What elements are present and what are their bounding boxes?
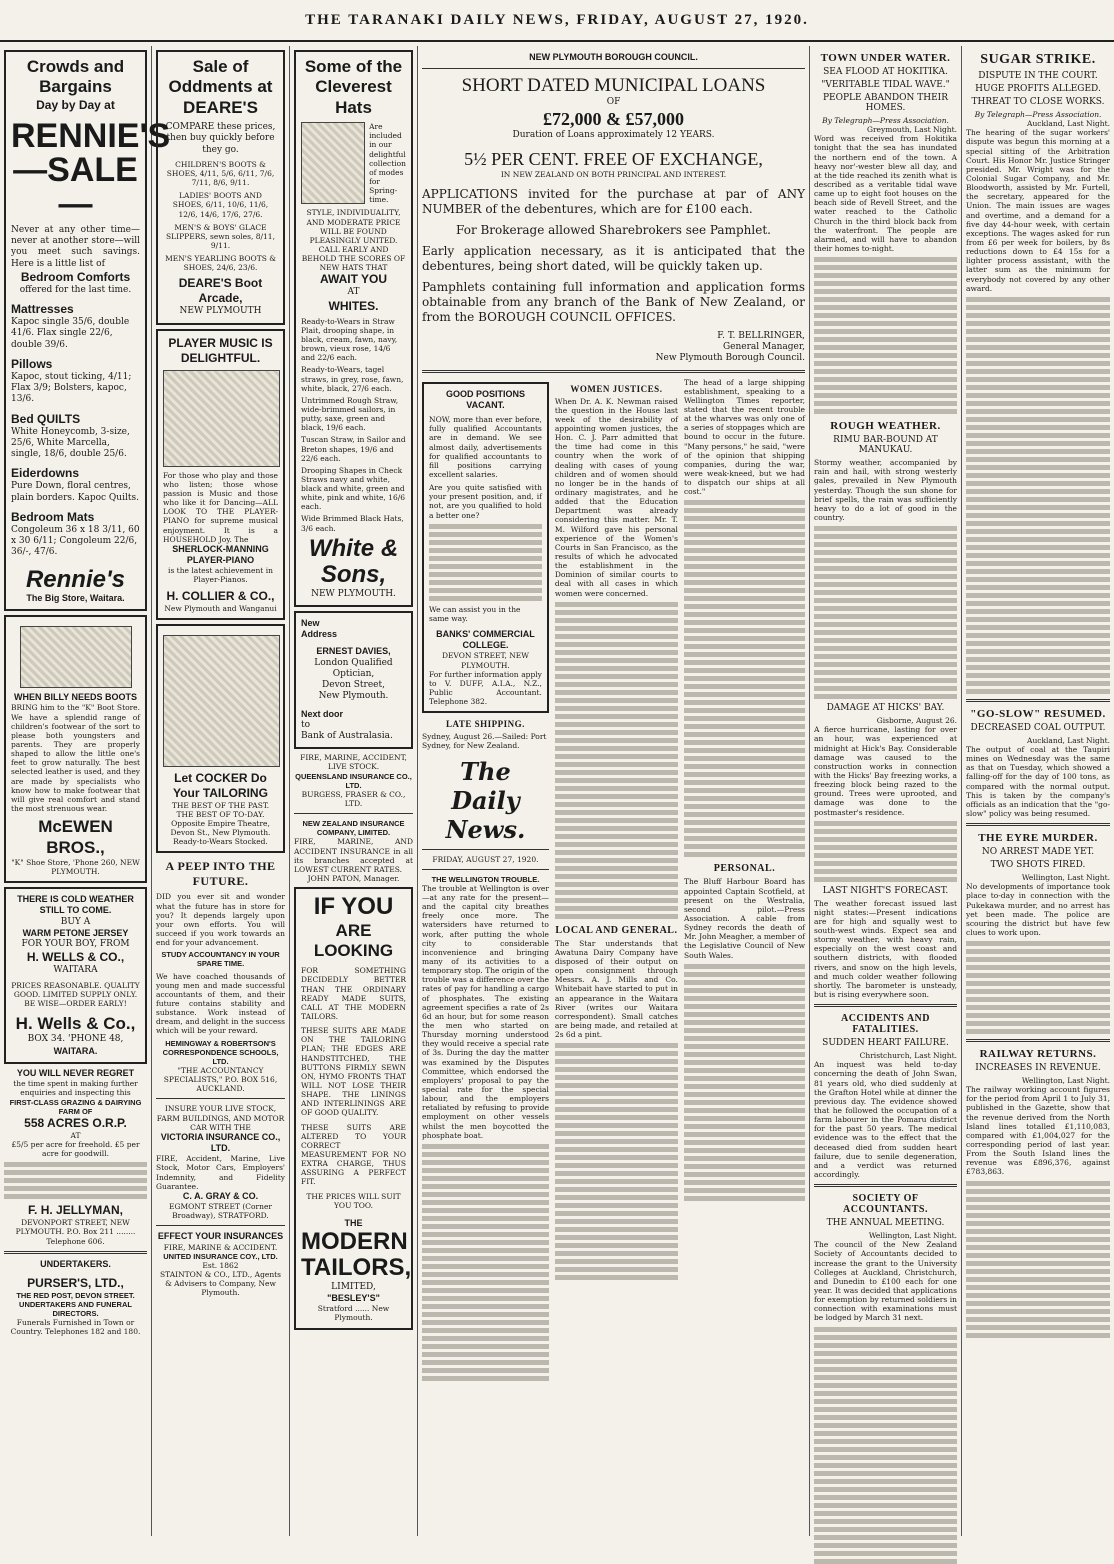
rennies-sale: —SALE— bbox=[13, 150, 138, 223]
wells-prices: PRICES REASONABLE. QUALITY GOOD. LIMITED SUPPLY ONLY. BE WISE—ORDER EARLY! bbox=[11, 980, 140, 1008]
loans-duration: Duration of Loans approximately 12 YEARS. bbox=[512, 129, 715, 140]
hr-addr: "THE ACCOUNTANCY SPECIALISTS," P.O. BOX 516, AUCKLAND. bbox=[163, 1066, 278, 1094]
soc-sub: THE ANNUAL MEETING. bbox=[826, 1218, 945, 1229]
rw-body: Stormy weather, accompanied by rain and hail, with strong westerly gales, prevailed in New Plymouth yesterday. Though the sun shone for brief spells, the rain was sufficiently heavy to do a lot of good in the country. bbox=[814, 458, 957, 522]
col4-mid bbox=[555, 378, 678, 1385]
text-filler bbox=[4, 1162, 147, 1199]
wells-town: WAITARA bbox=[53, 965, 98, 976]
rw-sub: RIMU BAR-BOUND AT MANUKAU. bbox=[833, 435, 938, 456]
strike-sub: DISPUTE IN THE COURT. bbox=[978, 71, 1098, 81]
tailors-ad bbox=[294, 887, 413, 1330]
united-est: Est. 1862 bbox=[202, 1260, 239, 1270]
rw-title: ROUGH WEATHER. bbox=[830, 420, 941, 433]
tailors-addr: Stratford ...... New Plymouth. bbox=[317, 1304, 390, 1323]
text-filler bbox=[966, 1181, 1110, 1338]
deare-item: MEN'S & BOYS' GLACE SLIPPERS, sewn soles, 8/11, 9/11. bbox=[166, 222, 275, 251]
cocker-body: THE BEST OF THE PAST. THE BEST OF TO-DAY. bbox=[171, 800, 270, 819]
collier-body: For those who play and those who listen; those whose passion is Music and those who like it for Dancing—ALL LOOK TO THE PLAYER-PIANO for supreme musical enjoyment. It is a HOUSEHOLD Joy. The bbox=[163, 470, 278, 544]
item-text: Pure Down, floral centres, plain borders. Kapoc Quilts. bbox=[11, 481, 139, 503]
divider bbox=[156, 1225, 285, 1226]
farm-body: the time spent in making further enquiries and inspecting this bbox=[13, 1079, 138, 1098]
goodpos-q: Are you quite satisfied with your present position, and, if not, are you qualified to hold a better one? bbox=[429, 483, 542, 520]
white-item: Tuscan Straw, in Sailor and Breton shapes, 19/6 and 22/6 each. bbox=[301, 435, 406, 463]
hat-illustration bbox=[301, 122, 365, 204]
pursers-name: PURSER'S, LTD., bbox=[27, 1275, 124, 1290]
wells-big: H. Wells & Co., bbox=[15, 1014, 136, 1034]
collier-name: H. COLLIER & CO., bbox=[166, 588, 275, 603]
column-6 bbox=[962, 46, 1114, 1536]
collier-ad bbox=[156, 329, 285, 620]
jellyman-name: F. H. JELLYMAN, bbox=[28, 1203, 123, 1218]
council-heading: NEW PLYMOUTH BOROUGH COUNCIL. bbox=[529, 52, 698, 62]
goodpos-title: GOOD POSITIONS VACANT. bbox=[445, 388, 525, 410]
hr-name: HEMINGWAY & ROBERTSON'S CORRESPONDENCE SCHOOLS, LTD. bbox=[162, 1038, 279, 1066]
text-filler bbox=[814, 526, 957, 699]
rail-sub: INCREASES IN REVENUE. bbox=[975, 1063, 1101, 1074]
undertakers-heading: UNDERTAKERS. bbox=[40, 1258, 111, 1269]
mcewen-addr: "K" Shoe Store, 'Phone 260, NEW PLYMOUTH. bbox=[11, 857, 140, 877]
wells-box: BOX 34. 'PHONE 48, bbox=[27, 1034, 124, 1045]
vic-lead: INSURE YOUR LIVE STOCK, FARM BUILDINGS, AND MOTOR CAR WITH THE bbox=[156, 1104, 285, 1132]
mcewen-lead: WHEN BILLY NEEDS BOOTS bbox=[13, 692, 138, 703]
editorial-body: The trouble at Wellington is over—at any rate for the present—and the capital city breathes freely once more. The watersiders have returned to work, after putting the whole city to considerable inconvenience and bringing many of its activities to a temporary stop. The origin of the trouble was a difference over the rates of pay for handling a cargo of phosphates. The existing agreement specifies a rate of 2s 6d an hour, but for some reason the men who started on Thursday morning understood they would receive a special rate of 3s. During the day the matter was examined by the Disputes Committee, which endorsed the employers' proposal to pay the special rate for the special labour, and the employers retaliated by refusing to provide employment on other vessels whilst the men boycotted the phosphate boat. bbox=[422, 883, 549, 1140]
farm-at: AT bbox=[70, 1130, 81, 1140]
hats-at: AT bbox=[347, 287, 360, 298]
tuw-sub2: "VERITABLE TIDAL WAVE." bbox=[821, 80, 950, 90]
deare-item: LADIES' BOOTS AND SHOES, 6/11, 10/6, 11/6, 12/6, 14/6, 17/6, 27/6. bbox=[172, 191, 269, 219]
women-body: When Dr. A. K. Newman raised the question in the House last week of the desirability of appointing women justices, the Hon. C. J. Parr admitted that the time had come in this country when the work of dealing with cases of young children and of women should no longer be in the hands of ordinary magistrates, and he added that the Education Department was already considering this matter. Mr. T. M. Wilford gave his personal experience of the Women's Courts in San Francisco, as the results of which he advocated the establishment in the Dominion of similar courts to deal with all cases in which women were concerned. bbox=[554, 396, 678, 598]
goslow-title: "GO-SLOW" RESUMED. bbox=[970, 707, 1106, 720]
item-text: Kapoc, stout ticking, 4/11; Flax 3/9; Bolsters, kapoc, 13/6. bbox=[11, 371, 132, 405]
loans-of: OF bbox=[606, 97, 621, 108]
davies-title: London Qualified Optician, bbox=[314, 657, 393, 679]
soc-title: SOCIETY OF ACCOUNTANTS. bbox=[843, 1193, 928, 1216]
piano-illustration bbox=[163, 370, 280, 467]
deare-item: MEN'S YEARLING BOOTS & SHOES, 24/6, 23/6. bbox=[165, 254, 276, 273]
collier-top: PLAYER MUSIC IS DELIGHTFUL. bbox=[168, 335, 273, 365]
jellyman-addr: DEVONPORT STREET, NEW PLYMOUTH. P.O. Box 211 ........ Telephone 606. bbox=[15, 1218, 136, 1246]
tailors-if: IF YOU bbox=[313, 893, 394, 921]
hats-body: STYLE, INDIVIDUALITY, AND MODERATE PRICE WILL BE FOUND PLEASINGLY UNITED. CALL EARLY AND BEHOLD THE SCORES OF NEW HATS THAT bbox=[301, 208, 406, 273]
united-agent: STAINTON & CO., LTD., Agents & Advisers to Company, New Plymouth. bbox=[159, 1270, 282, 1298]
tailors-body3: THESE SUITS ARE ALTERED TO YOUR CORRECT MEASUREMENT FOR NO EXTRA CHARGE, THUS ASSURING A PERFECT FIT. bbox=[301, 1122, 406, 1187]
masthead bbox=[0, 0, 1114, 42]
loans-title: SHORT DATED MUNICIPAL LOANS bbox=[461, 75, 766, 97]
eyre-title: THE EYRE MURDER. bbox=[978, 832, 1098, 845]
hats-top: Some of the Cleverest Hats bbox=[304, 57, 403, 117]
tuw-body: Word was received from Hokitika tonight that the sea has inundated the northern end of the town. A heavy nor'-wester blew all day, and at the tide reached its zenith what is described as a veritable tidal wave came up to eight foot houses on the beach side of Revell Street, and the water reached to the Catholic Church in the third block back from the waterfront. The people are alarmed, and will have to abandon their homes to-night. bbox=[814, 134, 957, 253]
hats-ad bbox=[294, 50, 413, 607]
rennies-footer: Rennie's bbox=[25, 565, 126, 593]
wells-ad bbox=[4, 887, 147, 1064]
collier-piano: SHERLOCK-MANNING PLAYER-PIANO bbox=[172, 543, 269, 566]
davies-to: to bbox=[301, 719, 311, 730]
wells-buy: BUY A bbox=[60, 916, 91, 927]
divider bbox=[814, 1184, 957, 1187]
collier-body2: is the latest achievement in Player-Pianos. bbox=[168, 566, 273, 585]
hicks-body: A fierce hurricane, lasting for over an hour, was experienced at midnight at Hick's Bay. Considerable damage was caused to the construction works in connection with the Hicks' Bay freezing works, a freezing block being razed to the ground. Trees were uprooted, and damage was done to the postmaster's residence. bbox=[814, 725, 957, 817]
cocker-ad bbox=[156, 624, 285, 854]
personal-title: PERSONAL. bbox=[713, 863, 776, 875]
column-1 bbox=[0, 46, 171, 1536]
mcewen-name: McEWEN BROS., bbox=[38, 817, 113, 857]
rennies-top2: Day by Day at bbox=[36, 97, 115, 112]
mcewen-body: BRING him to the "K" Boot Store. We have a splendid range of children's footwear of the sort to please both youngsters and parents. They are properly shaped to allow the little one's feet to grow naturally. The best selected leather is used, and they are made by specialists who know how to make footwear that will give real comfort and stand the most strenuous wear. bbox=[11, 703, 140, 813]
wells-jersey: WARM PETONE JERSEY bbox=[22, 927, 129, 938]
loans-sign: F. T. BELLRINGER, bbox=[717, 330, 805, 341]
rennies-offered: offered for the last time. bbox=[19, 284, 132, 295]
divider bbox=[156, 1098, 285, 1099]
wells-waitara: WAITARA. bbox=[53, 1045, 98, 1056]
deare-ad bbox=[156, 50, 285, 325]
nzi-name: NEW ZEALAND INSURANCE COMPANY, LIMITED. bbox=[302, 819, 405, 838]
rennies-top: Crowds and Bargains bbox=[26, 57, 125, 97]
vic-name: VICTORIA INSURANCE CO., LTD. bbox=[160, 1131, 281, 1154]
tailors-the: THE bbox=[344, 1217, 363, 1228]
loans-rate: 5½ PER CENT. FREE OF EXCHANGE, bbox=[464, 148, 763, 169]
farm-lead: YOU WILL NEVER REGRET bbox=[16, 1067, 135, 1078]
soc-dateline: Wellington, Last Night. bbox=[868, 1231, 957, 1241]
cocker-addr: Opposite Empire Theatre, Devon St., New Plymouth. bbox=[170, 819, 271, 838]
loans-body3: Early application necessary, as it is anticipated that the debentures, being short dated, will be quickly taken up. bbox=[422, 243, 805, 273]
text-filler bbox=[684, 500, 805, 857]
text-filler bbox=[422, 1144, 549, 1381]
whites-name: WHITES. bbox=[328, 298, 379, 313]
text-filler bbox=[429, 524, 542, 601]
tailors-prices: THE PRICES WILL SUIT YOU TOO. bbox=[306, 1191, 401, 1210]
nzi-body: FIRE, MARINE, AND ACCIDENT INSURANCE in all its branches accepted at LOWEST CURRENT RATES. bbox=[294, 837, 413, 874]
tailor-illustration bbox=[163, 635, 280, 767]
deare-lead: COMPARE these prices, then buy quickly before they go. bbox=[165, 122, 276, 155]
banks-addr: DEVON STREET, NEW PLYMOUTH. bbox=[441, 651, 529, 670]
divider bbox=[966, 1039, 1110, 1042]
strike-sub3: THREAT TO CLOSE WORKS. bbox=[971, 97, 1105, 107]
item-heading: Mattresses bbox=[11, 302, 74, 317]
davies-town: New Plymouth. bbox=[318, 691, 389, 702]
rail-title: RAILWAY RETURNS. bbox=[979, 1048, 1097, 1061]
paper-date: FRIDAY, AUGUST 27, 1920. bbox=[432, 854, 539, 864]
vic-agent: C. A. GRAY & CO. bbox=[182, 1190, 259, 1201]
deare-name: DEARE'S Boot Arcade, bbox=[178, 276, 263, 306]
divider bbox=[422, 68, 805, 69]
rennies-bedroom: Bedroom Comforts bbox=[20, 269, 131, 284]
masthead-title: THE TARANAKI DAILY NEWS, FRIDAY, AUGUST 27, 1920. bbox=[305, 11, 809, 28]
goslow-body: The output of coal at the Taupiri mines on Wednesday was the same as that on Tuesday, which showed a falling-off for the day of 100 tons, as compared with the normal output. This is taken by the company's officials as an indication that the "go-slow" policy was being resumed. bbox=[966, 744, 1110, 818]
pursers-addr: THE RED POST, DEVON STREET. bbox=[16, 1290, 135, 1300]
divider bbox=[422, 849, 549, 850]
wells-lead: THERE IS COLD WEATHER STILL TO COME. bbox=[17, 894, 134, 916]
item-heading: Bed QUILTS bbox=[11, 411, 81, 426]
text-filler bbox=[684, 964, 805, 1201]
white-sons: White & Sons, bbox=[308, 534, 399, 589]
fc-title: LAST NIGHT'S FORECAST. bbox=[822, 885, 949, 896]
shipping-body: Sydney, August 26.—Sailed: Port Sydney, for New Zealand. bbox=[422, 732, 547, 751]
editorial-title: THE WELLINGTON TROUBLE. bbox=[431, 874, 540, 884]
acc-title: ACCIDENTS AND FATALITIES. bbox=[840, 1013, 930, 1036]
item-heading: Eiderdowns bbox=[11, 466, 80, 481]
divider bbox=[422, 869, 549, 870]
mcewen-ad bbox=[4, 615, 147, 883]
acc-sub: SUDDEN HEART FAILURE. bbox=[822, 1038, 949, 1049]
white-item: Ready-to-Wears in Straw Plait, drooping shape, in black, cream, fawn, navy, brown, vieux rose, 14/6 and 22/6 each. bbox=[301, 316, 398, 363]
tailors-looking: ARE LOOKING bbox=[313, 920, 394, 960]
eyre-body: No developments of importance took place to-day in connection with the Pukekawa murder, and no arrest has yet been made. The police are scouring the district but have few clues to work upon. bbox=[966, 882, 1110, 937]
eyre-dateline: Wellington, Last Night. bbox=[1021, 873, 1110, 883]
strike-body: The hearing of the sugar workers' dispute was begun this morning at a special sitting of the Arbitration Court. His Honor Mr. Justice Stringer presided. Mr. Wright was for the Colonial Sugar Company, and Mr. Bloodworth, assisted by Mr. Furtell, the secretary, appeared for the Union. The main issues are wages and overtime, and a demand for a five day 44-hour week, with certain exceptions. The wages asked for run from £6 per week for boilers, by 8s reductions down to £4 15s for a lighter process assistant, with the latter sum as the minimum for everybody not covered by any other award. bbox=[966, 128, 1110, 293]
farm-price: £5/5 per acre for freehold. £5 per acre for goodwill. bbox=[11, 1139, 140, 1159]
tailors-besley: "BESLEY'S" bbox=[327, 1293, 380, 1304]
acc-body: An inquest was held to-day concerning the death of John Swan, 81 years old, who died suddenly at the Grafton Hotel while at dinner the previous day. The evidence showed that he followed the occupation of a farm labourer in the Pomaru district for the past 50 years. The medical evidence was to the effect that the deceased died from sudden heart failure, due to senile degeneration, and a verdict was returned accordingly. bbox=[814, 1060, 957, 1180]
peep-sub: STUDY ACCOUNTANCY IN YOUR SPARE TIME. bbox=[161, 950, 280, 969]
text-filler bbox=[814, 821, 957, 882]
davies-new: New bbox=[301, 617, 320, 628]
tuw-title: TOWN UNDER WATER. bbox=[820, 52, 951, 64]
cocker-ready: Ready-to-Wears Stocked. bbox=[173, 837, 268, 847]
banks-info: For further information apply to V. DUFF, A.I.A., N.Z., Public Accountant. Telephone 382. bbox=[429, 669, 542, 707]
vic-body: FIRE, Accident, Marine, Live Stock, Motor Cars, Employers' Indemnity, and Fidelity Guarantee. bbox=[156, 1154, 285, 1191]
column-2 bbox=[152, 46, 290, 1536]
white-item: Untrimmed Rough Straw, wide-brimmed sailors, in putty, saxe, green and black, 19/6 each. bbox=[301, 395, 399, 433]
text-filler bbox=[966, 941, 1110, 1034]
davies-ad bbox=[294, 611, 413, 750]
rennies-name: RENNIE'S bbox=[11, 116, 171, 155]
qi-agents: BURGESS, FRASER & CO., LTD. bbox=[301, 789, 406, 808]
banks-name: BANKS' COMMERCIAL COLLEGE. bbox=[436, 628, 535, 651]
hats-await: AWAIT YOU bbox=[319, 272, 388, 287]
white-sons-town: NEW PLYMOUTH. bbox=[311, 588, 396, 599]
personal-body: The Bluff Harbour Board has appointed Captain Scotfield, at present on the Westralia, second pilot.—Press Association. A cable from Sydney records the death of Mr. John Meagher, a member of the Legislative Council of New South Wales. bbox=[683, 877, 805, 960]
rennies-footer2: The Big Store, Waitara. bbox=[26, 592, 125, 603]
united-lead: EFFECT YOUR INSURANCES bbox=[157, 1231, 284, 1242]
deare-item: CHILDREN'S BOOTS & SHOES, 4/11, 5/6, 6/11, 7/6, 7/11, 8/6, 9/11. bbox=[166, 159, 275, 188]
peep-body2: We have coached thousands of young men and made successful accountants of them, and their future contains stability and substance. Work instead of dream, and delight in the success which will be your reward. bbox=[156, 971, 285, 1036]
tuw-byline: By Telegraph—Press Association. bbox=[822, 116, 949, 125]
white-item: Wide Brimmed Black Hats, 3/6 each. bbox=[301, 514, 404, 533]
rennies-ad bbox=[4, 50, 171, 611]
pursers-body: Funerals Furnished in Town or Country. Telephones 182 and 180. bbox=[10, 1318, 141, 1337]
collier-addr: New Plymouth and Wanganui bbox=[164, 603, 277, 613]
fc-body: The weather forecast issued last night states:—Present indications are for high and squally west to south-west winds. Expect sea and stormy weather, with heavy rain, especially on the west coast and southern districts, with flooded rivers, and snow on the high levels, and much colder weather following shortly. The barometer is unsteady, but is rising everywhere soon. bbox=[814, 898, 957, 1000]
divider bbox=[814, 1004, 957, 1007]
tailors-name: MODERN TAILORS, bbox=[301, 1228, 412, 1282]
tuw-sub: SEA FLOOD AT HOKITIKA. bbox=[823, 67, 948, 77]
peep-title: A PEEP INTO THE FUTURE. bbox=[165, 859, 276, 889]
tailors-body: FOR SOMETHING DECIDEDLY BETTER THAN THE ORDINARY READY MADE SUITS, CALL AT THE MODERN TAILORS. bbox=[301, 966, 406, 1021]
deare-top: Sale of Oddments at DEARE'S bbox=[168, 57, 273, 117]
goslow-sub: DECREASED COAL OUTPUT. bbox=[970, 722, 1106, 733]
loans-nz: IN NEW ZEALAND ON BOTH PRINCIPAL AND INTEREST. bbox=[500, 169, 727, 179]
rennies-body: Never at any other time—never at another store—will you meet such savings. Here is a little list of bbox=[11, 224, 140, 269]
shipping-title: LATE SHIPPING. bbox=[446, 719, 525, 730]
tuw-dateline: Greymouth, Last Night. bbox=[866, 125, 957, 135]
col4c-body: The head of a large shipping establishment, speaking to a Wellington Times reporter, stated that the recent trouble at the wharves was only one of a series of stoppages which are bound to occur in the future. "Many persons," he said, "were of the opinion that shipping companies, during the war, were weak-kneed, but we had to dispatch our ships at all cost." bbox=[683, 377, 805, 497]
loans-body4: Pamphlets containing full information and application forms obtainable from any branch of the Bank of New Zealand, or from the BOROUGH COUNCIL OFFICES. bbox=[422, 279, 805, 324]
white-item: Ready-to-Wears, tagel straws, in grey, rose, fawn, white, black, 27/6 each. bbox=[301, 365, 404, 393]
text-filler bbox=[814, 1327, 957, 1564]
qi-name: QUEENSLAND INSURANCE CO., LTD. bbox=[295, 771, 412, 790]
hats-side: Are included in our delightful collection of modes for Spring-time. bbox=[369, 122, 406, 205]
item-text: Congoleum 36 x 18 3/11, 60 x 30 6/11; Congoleum 22/6, 36/-, 47/6. bbox=[11, 524, 140, 558]
goodpos-help: We can assist you in the same way. bbox=[429, 604, 521, 623]
col4-left bbox=[422, 378, 549, 1385]
goodpos-ad bbox=[422, 382, 549, 714]
tailors-body2: THESE SUITS ARE MADE ON THE TAILORING PLAN; THE EDGES ARE HANDSTITCHED, THE BUTTONS FIRMLY SEWN ON, HYMO FRONTS THAT WILL NOT LOSE THEIR SHAPE. THE LININGS AND INTERLININGS ARE OF GOOD QUALITY. bbox=[301, 1026, 406, 1118]
rail-body: The railway working account figures for the period from April 1 to July 31, published in the Gazette, show that the revenue derived from the North Island lines totalled £1,110,083, compared with £1,004,027 for the corresponding period of last year. From the South Island lines the revenue was £896,376, against £783,863. bbox=[966, 1085, 1110, 1177]
text-filler bbox=[555, 602, 678, 919]
item-text: Kapoc single 35/6, double 41/6. Flax single 22/6, double 39/6. bbox=[11, 317, 130, 350]
pursers-line: UNDERTAKERS AND FUNERAL DIRECTORS. bbox=[19, 1300, 132, 1319]
soc-body: The council of the New Zealand Society of Accountants decided to increase the grant to the University Colleges at Auckland, Christchurch, and Dunedin to £100 each for one year. It was decided that applications for exemption by returned soldiers in connection with examinations must be lodged by March 31 next. bbox=[814, 1240, 957, 1323]
nzi-mgr: JOHN PATON, Manager. bbox=[307, 873, 400, 883]
strike-sub2: HUGE PROFITS ALLEGED. bbox=[975, 84, 1101, 94]
united-body: FIRE, MARINE & ACCIDENT. bbox=[163, 1242, 278, 1252]
goodpos-body: NOW, more than ever before, fully qualified Accountants are in demand. We see almost daily, advertisements for qualified accountants to fill positions carrying excellent salaries. bbox=[429, 415, 542, 479]
col4-right bbox=[684, 378, 805, 1385]
divider bbox=[966, 823, 1110, 826]
hicks-title: DAMAGE AT HICKS' BAY. bbox=[826, 703, 945, 714]
rail-dateline: Wellington, Last Night. bbox=[1021, 1076, 1110, 1086]
wells-name: H. WELLS & CO., bbox=[26, 950, 125, 965]
local-body: The Star understands that Awatuna Dairy Company have disposed of their output on open consignment through Messrs. A. J. Mills and Co. Whitebait have started to put in an appearance in the Waitara River (writes our Waitara correspondent). Small catches are being made, and retailed at 2s 6d a pint. bbox=[554, 938, 678, 1040]
column-5 bbox=[810, 46, 962, 1536]
boy-illustration bbox=[20, 626, 132, 688]
loans-sign2: General Manager, bbox=[722, 342, 805, 353]
peep-body: DID you ever sit and wonder what the future has in store for you? It depends largely upon your own efforts. You will succeed if you work towards an end for your advancement. bbox=[156, 892, 285, 948]
divider bbox=[966, 699, 1110, 702]
eyre-sub: NO ARREST MADE YET. bbox=[981, 847, 1095, 858]
davies-name: ERNEST DAVIES, bbox=[316, 646, 391, 657]
hicks-dateline: Gisborne, August 26. bbox=[876, 716, 957, 726]
paper-name: The Daily News. bbox=[445, 756, 526, 844]
women-title: WOMEN JUSTICES. bbox=[570, 383, 663, 394]
farm-acres: 558 ACRES O.R.P. bbox=[24, 1115, 127, 1130]
cocker-title: Let COCKER Do Your TAILORING bbox=[173, 770, 268, 800]
text-filler bbox=[814, 257, 957, 414]
column-3 bbox=[290, 46, 418, 1536]
davies-next: Next door bbox=[301, 708, 344, 719]
deare-town: NEW PLYMOUTH bbox=[179, 306, 262, 317]
loans-body2: For Brokerage allowed Sharebrokers see Pamphlet. bbox=[456, 222, 771, 237]
davies-street: Devon Street, bbox=[322, 680, 385, 691]
eyre-sub2: TWO SHOTS FIRED. bbox=[990, 860, 1086, 871]
davies-bank: Bank of Australasia. bbox=[301, 731, 393, 742]
vic-addr: EGMONT STREET (Corner Broadway), STRATFORD. bbox=[169, 1202, 272, 1221]
item-heading: Pillows bbox=[11, 356, 53, 371]
white-item: Drooping Shapes in Check Straws navy and white, black and white, green and white, pink and white, 16/6 each. bbox=[301, 465, 406, 512]
qi-lead: FIRE, MARINE, ACCIDENT, LIVE STOCK. bbox=[300, 753, 407, 772]
goslow-dateline: Auckland, Last Night. bbox=[1027, 735, 1110, 745]
strike-byline: By Telegraph—Press Association. bbox=[974, 110, 1102, 119]
loans-sign3: New Plymouth Borough Council. bbox=[655, 353, 805, 364]
wells-for: FOR YOUR BOY, FROM bbox=[21, 939, 130, 950]
strike-dateline: Auckland, Last Night. bbox=[1027, 119, 1110, 129]
tailors-ltd: LIMITED, bbox=[331, 1281, 376, 1292]
divider bbox=[422, 370, 805, 373]
farm-title: FIRST-CLASS GRAZING & DAIRYING FARM OF bbox=[9, 1097, 142, 1116]
text-filler bbox=[555, 1043, 678, 1280]
divider bbox=[4, 1251, 147, 1254]
text-filler bbox=[966, 297, 1110, 694]
tuw-sub3: PEOPLE ABANDON THEIR HOMES. bbox=[822, 93, 949, 113]
farm-ad bbox=[4, 1068, 147, 1246]
local-title: LOCAL AND GENERAL. bbox=[555, 924, 678, 936]
item-text: White Honeycomb, 3-size, 25/6, White Marcella, single, 18/6, double 25/6. bbox=[11, 426, 130, 460]
column-4 bbox=[418, 46, 810, 1536]
united-name: UNITED INSURANCE COY., LTD. bbox=[163, 1251, 278, 1261]
davies-address: Address bbox=[301, 629, 338, 640]
strike-title: SUGAR STRIKE. bbox=[980, 52, 1096, 67]
loans-amount: £72,000 & £57,000 bbox=[543, 108, 684, 129]
divider bbox=[294, 813, 413, 814]
acc-dateline: Christchurch, Last Night. bbox=[859, 1051, 957, 1061]
item-heading: Bedroom Mats bbox=[11, 509, 95, 524]
loans-body: APPLICATIONS invited for the purchase at par of ANY NUMBER of the debentures, which are for £100 each. bbox=[422, 186, 805, 216]
